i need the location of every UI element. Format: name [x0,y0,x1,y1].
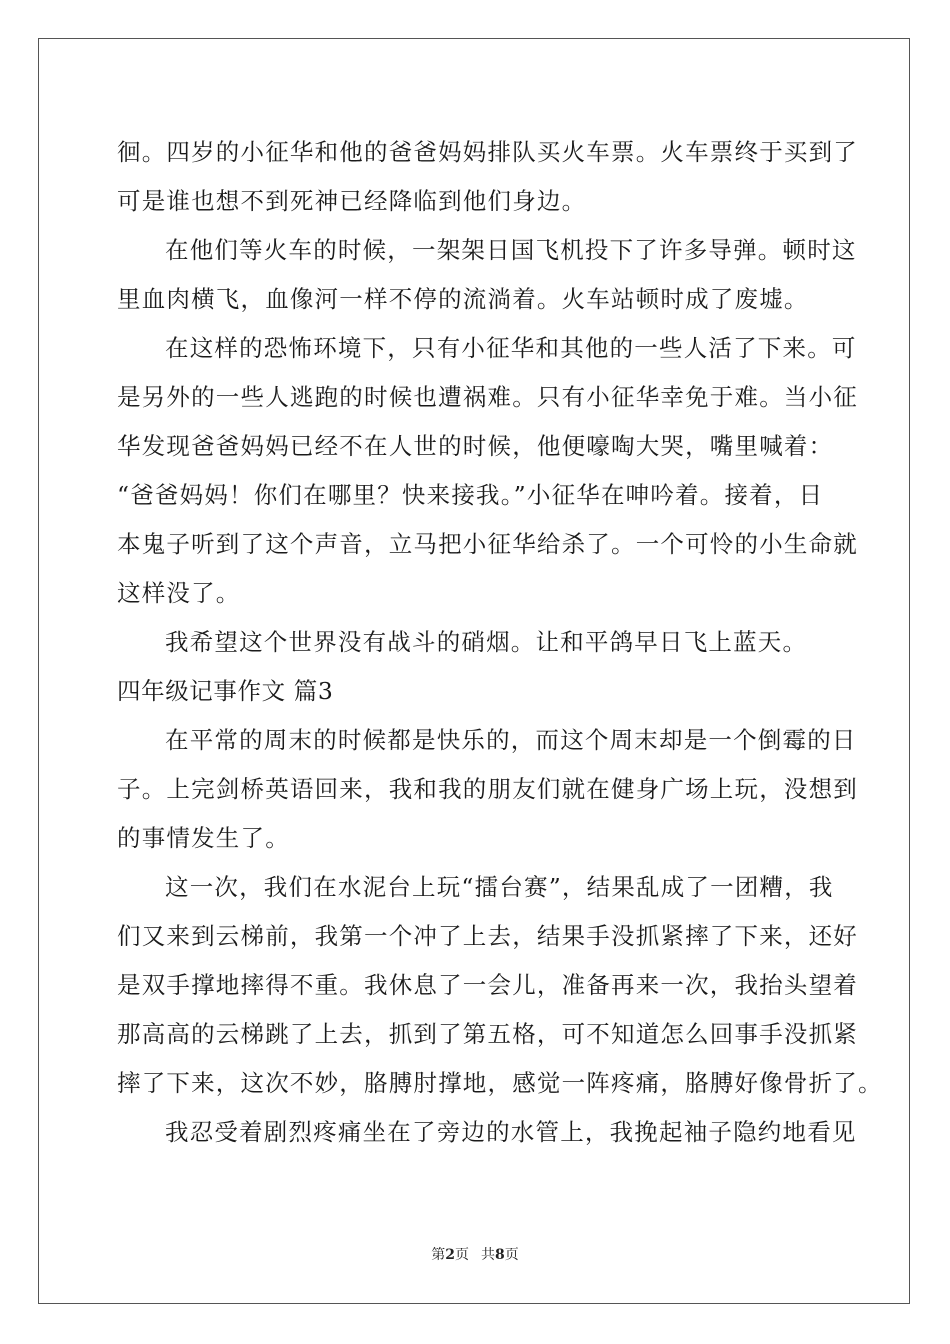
text-line: 们又来到云梯前，我第一个冲了上去，结果手没抓紧摔了下来，还好 [117,922,858,950]
text-line: 在这样的恐怖环境下，只有小征华和其他的一些人活了下来。可 [165,334,857,362]
document-body [117,128,883,1157]
footer-total-prefix: 共 [481,1247,495,1263]
text-line: 这一次，我们在水泥台上玩“擂台赛”，结果乱成了一团糟，我 [165,873,834,901]
text-line: 摔了下来，这次不妙，胳膊肘撑地，感觉一阵疼痛，胳膊好像骨折了。 [117,1069,883,1097]
footer-total-pages: 8 [495,1247,505,1263]
text-line: 是双手撑地摔得不重。我休息了一会儿，准备再来一次，我抬头望着 [117,971,858,999]
text-line: “爸爸妈妈！你们在哪里？快来接我。”小征华在呻吟着。接着，日 [117,481,824,509]
text-line: 这样没了。 [117,579,241,607]
text-line: 里血肉横飞，血像河一样不停的流淌着。火车站顿时成了废墟。 [117,285,809,313]
text-line: 徊。四岁的小征华和他的爸爸妈妈排队买火车票。火车票终于买到了 [117,138,858,166]
page-footer [0,1244,950,1264]
footer-page-prefix: 第 [431,1247,446,1263]
text-line: 我忍受着剧烈疼痛坐在了旁边的水管上，我挽起袖子隐约地看见 [165,1118,857,1146]
footer-page-number: 2 [445,1247,455,1263]
text-line: 在他们等火车的时候，一架架日国飞机投下了许多导弹。顿时这 [165,236,857,264]
footer-total-suffix: 页 [504,1247,519,1263]
text-line: 那高高的云梯跳了上去，抓到了第五格，可不知道怎么回事手没抓紧 [117,1020,858,1048]
text-line: 本鬼子听到了这个声音，立马把小征华给杀了。一个可怜的小生命就 [117,530,858,558]
text-line: 的事情发生了。 [117,824,290,852]
text-line: 华发现爸爸妈妈已经不在人世的时候，他便嚎啕大哭，嘴里喊着： [117,432,834,460]
footer-page-suffix: 页 [455,1247,469,1263]
section-heading: 四年级记事作文 篇3 [117,677,334,705]
text-line: 子。上完剑桥英语回来，我和我的朋友们就在健身广场上玩，没想到 [117,775,858,803]
text-line: 是另外的一些人逃跑的时候也遭祸难。只有小征华幸免于难。当小征 [117,383,858,411]
text-line: 我希望这个世界没有战斗的硝烟。让和平鸽早日飞上蓝天。 [165,628,808,656]
text-line: 可是谁也想不到死神已经降临到他们身边。 [117,187,587,215]
text-line: 在平常的周末的时候都是快乐的，而这个周末却是一个倒霉的日 [165,726,857,754]
